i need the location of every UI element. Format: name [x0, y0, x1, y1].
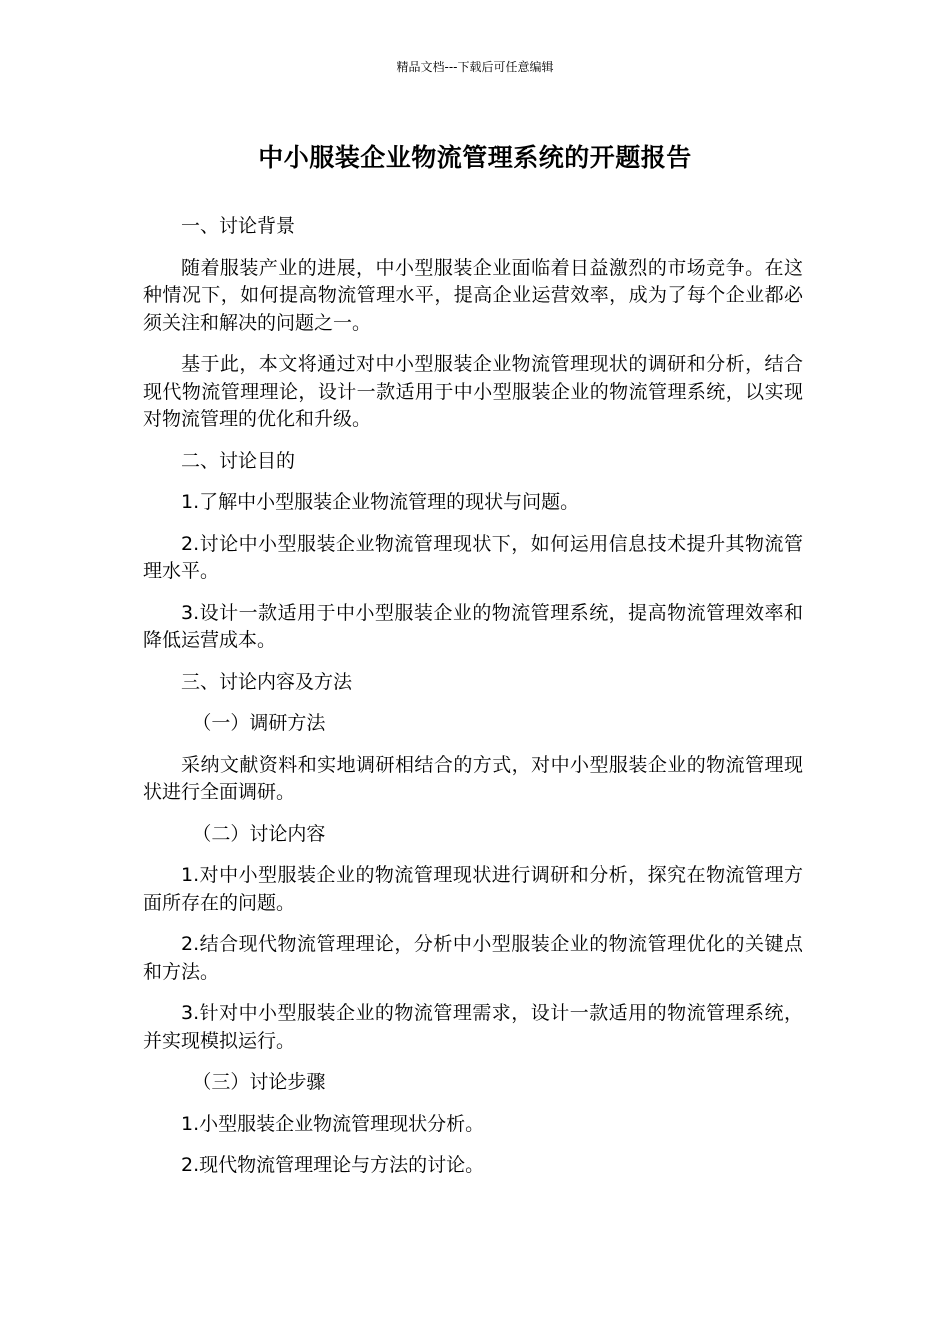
document-body	[143, 213, 803, 1194]
section-heading-purpose: 二、讨论目的	[181, 449, 296, 472]
step-item-1: 1.小型服装企业物流管理现状分析。	[181, 1112, 485, 1135]
subsection-heading-content: （二）讨论内容	[192, 822, 326, 845]
step-item-2: 2.现代物流管理理论与方法的讨论。	[181, 1154, 485, 1176]
paragraph-research-method: 采纳文献资料和实地调研相结合的方式，对中小型服装企业的物流管理现状进行全面调研。	[143, 753, 803, 803]
purpose-item-3: 3.设计一款适用于中小型服装企业的物流管理系统，提高物流管理效率和降低运营成本。	[143, 601, 803, 651]
header-note: 精品文档---下载后可任意编辑	[396, 60, 554, 74]
content-item-1: 1.对中小型服装企业的物流管理现状进行调研和分析，探究在物流管理方面所存在的问题。	[143, 864, 803, 914]
subsection-heading-steps: （三）讨论步骤	[192, 1071, 326, 1093]
content-item-3: 3.针对中小型服装企业的物流管理需求，设计一款适用的物流管理系统，并实现模拟运行。	[143, 1002, 803, 1052]
purpose-item-2: 2.讨论中小型服装企业物流管理现状下，如何运用信息技术提升其物流管理水平。	[143, 532, 803, 582]
paragraph-background-2: 基于此，本文将通过对中小型服装企业物流管理现状的调研和分析，结合现代物流管理理论，设计一款适用于中小型服装企业的物流管理系统，以实现对物流管理的优化和升级。	[143, 353, 803, 430]
document-title: 中小服装企业物流管理系统的开题报告	[258, 143, 692, 172]
section-heading-content-method: 三、讨论内容及方法	[181, 670, 353, 693]
content-item-2: 2.结合现代物流管理理论，分析中小型服装企业的物流管理优化的关键点和方法。	[143, 933, 803, 983]
subsection-heading-research-method: （一）调研方法	[192, 712, 326, 734]
paragraph-background-1: 随着服装产业的进展，中小型服装企业面临着日益激烈的市场竞争。在这种情况下，如何提高物流管理水平，提高企业运营效率，成为了每个企业都必须关注和解决的问题之一。	[143, 256, 803, 334]
section-heading-background: 一、讨论背景	[181, 215, 296, 237]
purpose-item-1: 1.了解中小型服装企业物流管理的现状与问题。	[181, 491, 580, 513]
